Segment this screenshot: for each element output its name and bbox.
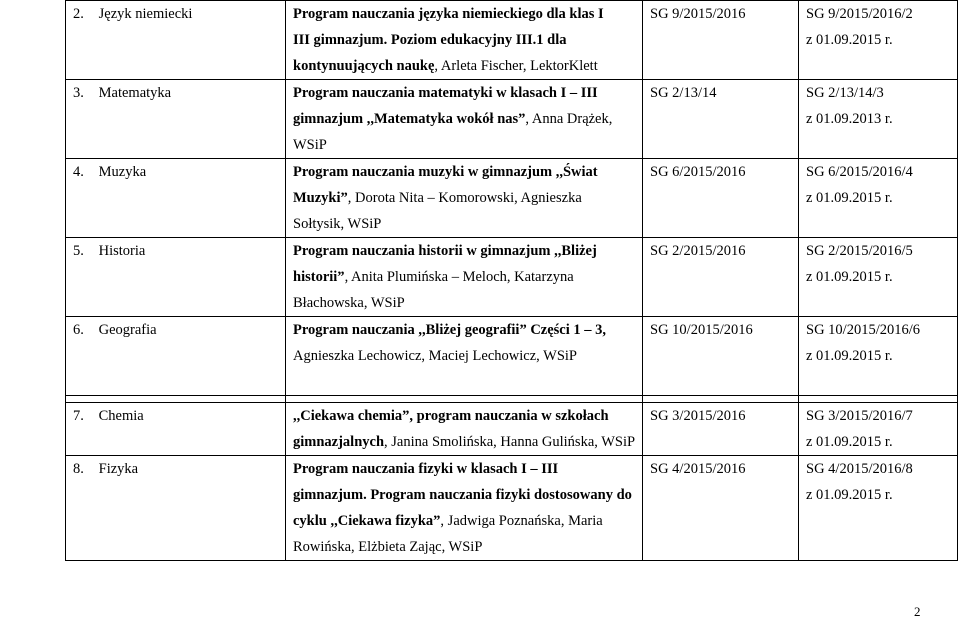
subject-name: Matematyka [98,85,172,101]
row-number: 3. [73,85,84,101]
program-text: gimnazjum ,,Matematyka wokół nas” [293,111,526,127]
program-text: , Jadwiga Poznańska, Maria [440,513,603,529]
row-number: 8. [73,461,84,477]
program-text: gimnazjalnych [293,434,385,450]
school-number-cell [799,403,958,456]
table-row [66,159,958,238]
table-row [66,456,958,561]
school-program-number: SG 2/2015/2016/5 [806,243,913,259]
program-line [293,211,636,237]
subject-name: Muzyka [98,164,147,180]
row-number: 6. [73,322,84,338]
school-program-number: SG 2/13/14/3 [806,85,884,101]
row-number: 7. [73,408,84,424]
approval-number: SG 4/2015/2016 [650,461,746,477]
table-row [66,403,958,456]
program-text: ,,Ciekawa chemia”, program nauczania w szkołach [293,408,609,424]
program-text: , Arleta Fischer, LektorKlett [434,58,598,74]
program-text: III gimnazjum. Poziom edukacyjny III.1 dla [293,32,567,48]
subject-cell [66,159,286,238]
program-line [293,534,636,560]
program-line [293,403,636,429]
program-line [293,317,636,343]
program-line [293,132,636,158]
school-number-cell [799,238,958,317]
subject-cell [66,456,286,561]
subject-cell [66,403,286,456]
program-cell [286,238,643,317]
school-number-cell [799,1,958,80]
gap-cell [643,396,799,403]
program-line [293,159,636,185]
program-text: Program nauczania historii w gimnazjum ,,Bliżej [293,243,597,259]
approval-number-cell [643,1,799,80]
row-number: 5. [73,243,84,259]
program-cell [286,1,643,80]
row-number: 4. [73,164,84,180]
program-line [293,27,636,53]
table-row [66,317,958,396]
program-text: cyklu ,,Ciekawa fizyka” [293,513,441,529]
approval-number-cell [643,456,799,561]
program-line [293,508,636,534]
program-line [293,53,636,79]
school-number-cell [799,317,958,396]
program-text: WSiP [293,137,327,153]
program-cell [286,317,643,396]
approval-number-cell [643,238,799,317]
program-text: Program nauczania muzyki w gimnazjum ,,Świat [293,164,598,180]
program-text: Błachowska, WSiP [293,295,405,311]
school-number-cell [799,80,958,159]
program-text: , Dorota Nita – Komorowski, Agnieszka [347,190,582,206]
gap-cell [66,396,286,403]
curriculum-table [65,0,958,561]
approval-date: z 01.09.2015 r. [806,487,893,503]
gap-cell [799,396,958,403]
school-program-number: SG 9/2015/2016/2 [806,6,913,22]
table-row [66,1,958,80]
subject-name: Fizyka [98,461,139,477]
approval-number-cell [643,159,799,238]
approval-date: z 01.09.2015 r. [806,348,893,364]
school-number-cell [799,159,958,238]
program-text: Sołtysik, WSiP [293,216,382,232]
program-text: , Anita Plumińska – Meloch, Katarzyna [344,269,574,285]
approval-number: SG 2/13/14 [650,85,717,101]
subject-cell [66,317,286,396]
program-text: gimnazjum. Program nauczania fizyki dostosowany do [293,487,632,503]
school-program-number: SG 3/2015/2016/7 [806,408,913,424]
school-number-cell [799,456,958,561]
table-row [66,80,958,159]
subject-cell [66,1,286,80]
program-line [293,238,636,264]
approval-date: z 01.09.2015 r. [806,269,893,285]
program-line [293,456,636,482]
approval-date: z 01.09.2013 r. [806,111,893,127]
subject-cell [66,238,286,317]
approval-date: z 01.09.2015 r. [806,434,893,450]
subject-name: Geografia [98,322,157,338]
program-line [293,80,636,106]
approval-number-cell [643,403,799,456]
approval-number: SG 2/2015/2016 [650,243,746,259]
program-text: Program nauczania języka niemieckiego dla klas I [293,6,604,22]
program-text: Rowińska, Elżbieta Zając, WSiP [293,539,483,555]
program-text: historii” [293,269,345,285]
curriculum-table-body [66,1,958,561]
program-line [293,290,636,316]
row-number: 2. [73,6,84,22]
program-line [293,369,636,395]
approval-number-cell [643,317,799,396]
table-gap-row [66,396,958,403]
program-text: Agnieszka Lechowicz, Maciej Lechowicz, WSiP [293,348,577,364]
subject-cell [66,80,286,159]
approval-number: SG 3/2015/2016 [650,408,746,424]
program-text: Muzyki” [293,190,348,206]
approval-number: SG 9/2015/2016 [650,6,746,22]
program-cell [286,80,643,159]
approval-date: z 01.09.2015 r. [806,190,893,206]
program-line [293,482,636,508]
gap-cell [286,396,643,403]
subject-name: Język niemiecki [98,6,193,22]
program-text: , Janina Smolińska, Hanna Gulińska, WSiP [384,434,636,450]
program-line [293,264,636,290]
program-text: Program nauczania ,,Bliżej geografii” Części 1 – 3, [293,322,607,338]
approval-number-cell [643,80,799,159]
program-text: Program nauczania matematyki w klasach I – III [293,85,598,101]
subject-name: Chemia [98,408,144,424]
school-program-number: SG 4/2015/2016/8 [806,461,913,477]
program-line [293,106,636,132]
program-text: kontynuujących naukę [293,58,435,74]
page-number: 2 [914,604,921,619]
approval-number: SG 6/2015/2016 [650,164,746,180]
school-program-number: SG 10/2015/2016/6 [806,322,920,338]
subject-name: Historia [98,243,146,259]
program-line [293,429,636,455]
program-text: Program nauczania fizyki w klasach I – III [293,461,559,477]
program-cell [286,456,643,561]
program-line [293,1,636,27]
table-row [66,238,958,317]
approval-number: SG 10/2015/2016 [650,322,753,338]
program-line [293,343,636,369]
program-line [293,185,636,211]
school-program-number: SG 6/2015/2016/4 [806,164,913,180]
approval-date: z 01.09.2015 r. [806,32,893,48]
program-cell [286,159,643,238]
program-cell [286,403,643,456]
program-text: , Anna Drążek, [525,111,613,127]
